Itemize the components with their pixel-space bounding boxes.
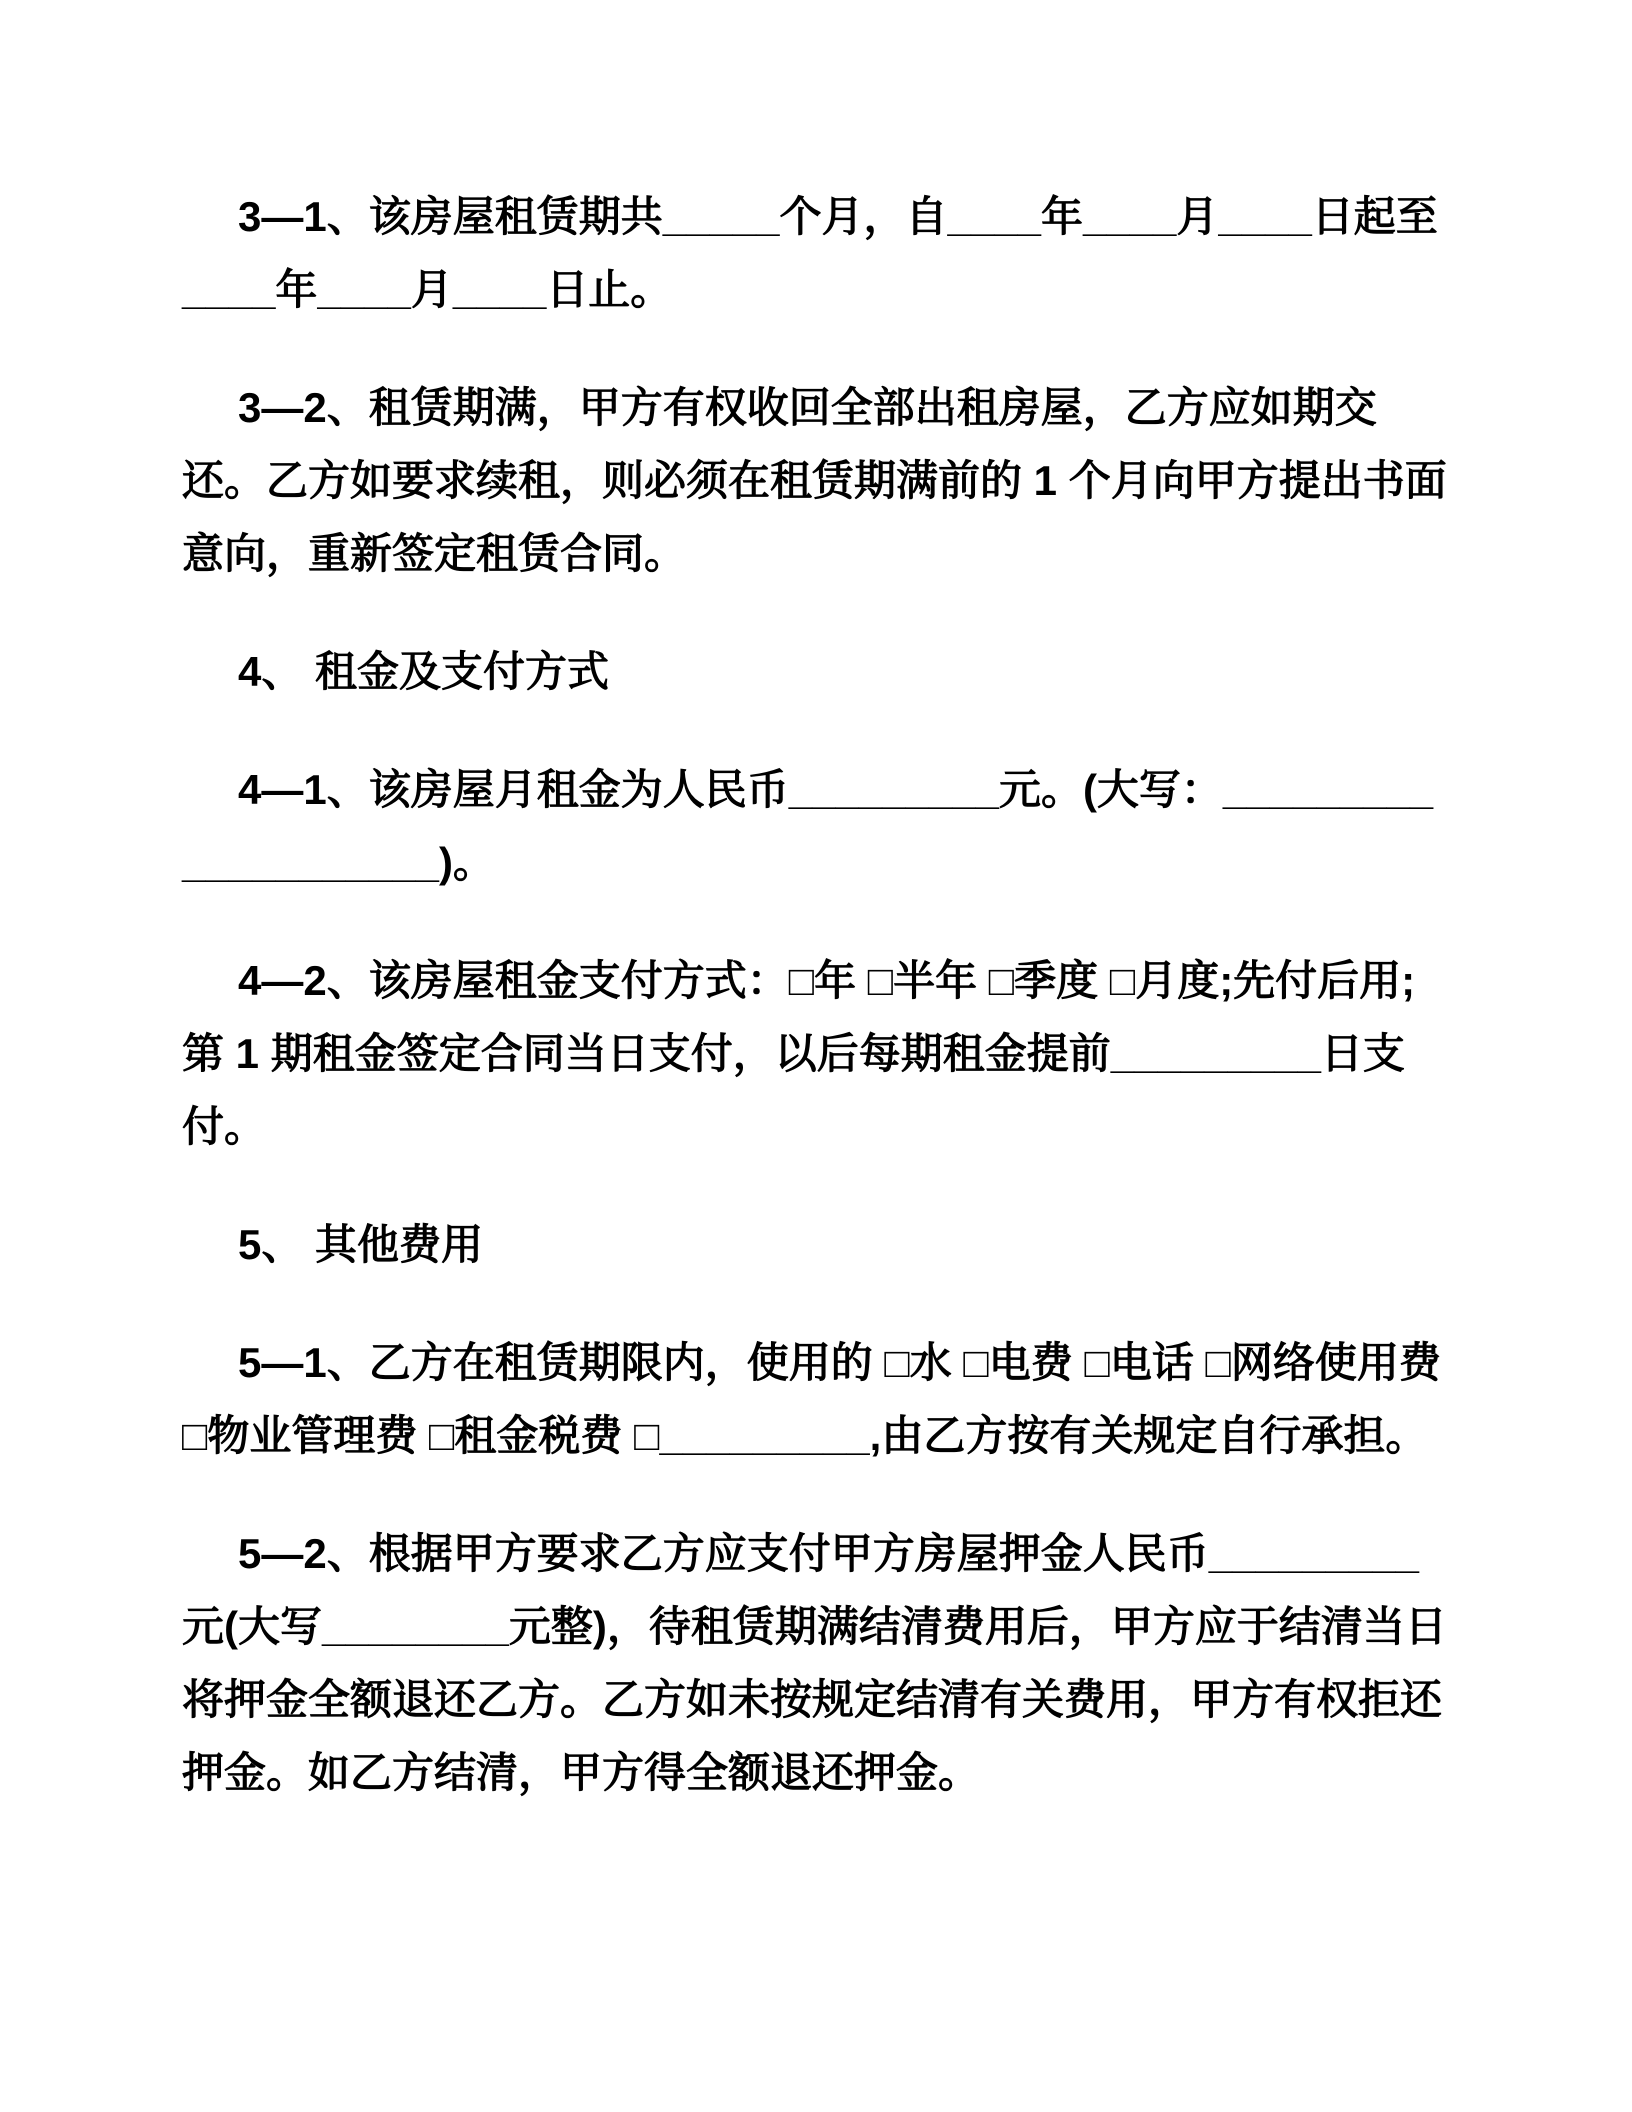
contract-clause-3-2: 3—2、租赁期满，甲方有权收回全部出租房屋，乙方应如期交还。乙方如要求续租，则必须在租赁期满前的 1 个月向甲方提出书面意向，重新签定租赁合同。	[182, 384, 1447, 577]
contract-section-heading-4: 4、 租金及支付方式	[238, 648, 610, 695]
contract-clause-4-1: 4—1、该房屋月租金为人民币_________元。(大写：____________________)。	[182, 766, 1434, 886]
contract-clause-5-1: 5—1、乙方在租赁期限内，使用的 □水 □电费 □电话 □网络使用费 □物业管理费 □租金税费 □_________,由乙方按有关规定自行承担。	[182, 1339, 1441, 1459]
contract-clause-3-1: 3—1、该房屋租赁期共_____个月，自____年____月____日起至____年____月____日止。	[182, 193, 1438, 313]
contract-clause-4-2: 4—2、该房屋租金支付方式：□年 □半年 □季度 □月度;先付后用;第 1 期租金签定合同当日支付，以后每期租金提前_________日支付。	[182, 957, 1416, 1150]
contract-section-heading-5: 5、 其他费用	[238, 1221, 484, 1268]
contract-clause-5-2: 5—2、根据甲方要求乙方应支付甲方房屋押金人民币_________元(大写________元整)，待租赁期满结清费用后，甲方应于结清当日将押金全额退还乙方。乙方如未按规定结清有关费用，甲方有权拒还押金。如乙方结清，甲方得全额退还押金。	[182, 1530, 1447, 1796]
contract-text-body	[182, 180, 1452, 1809]
